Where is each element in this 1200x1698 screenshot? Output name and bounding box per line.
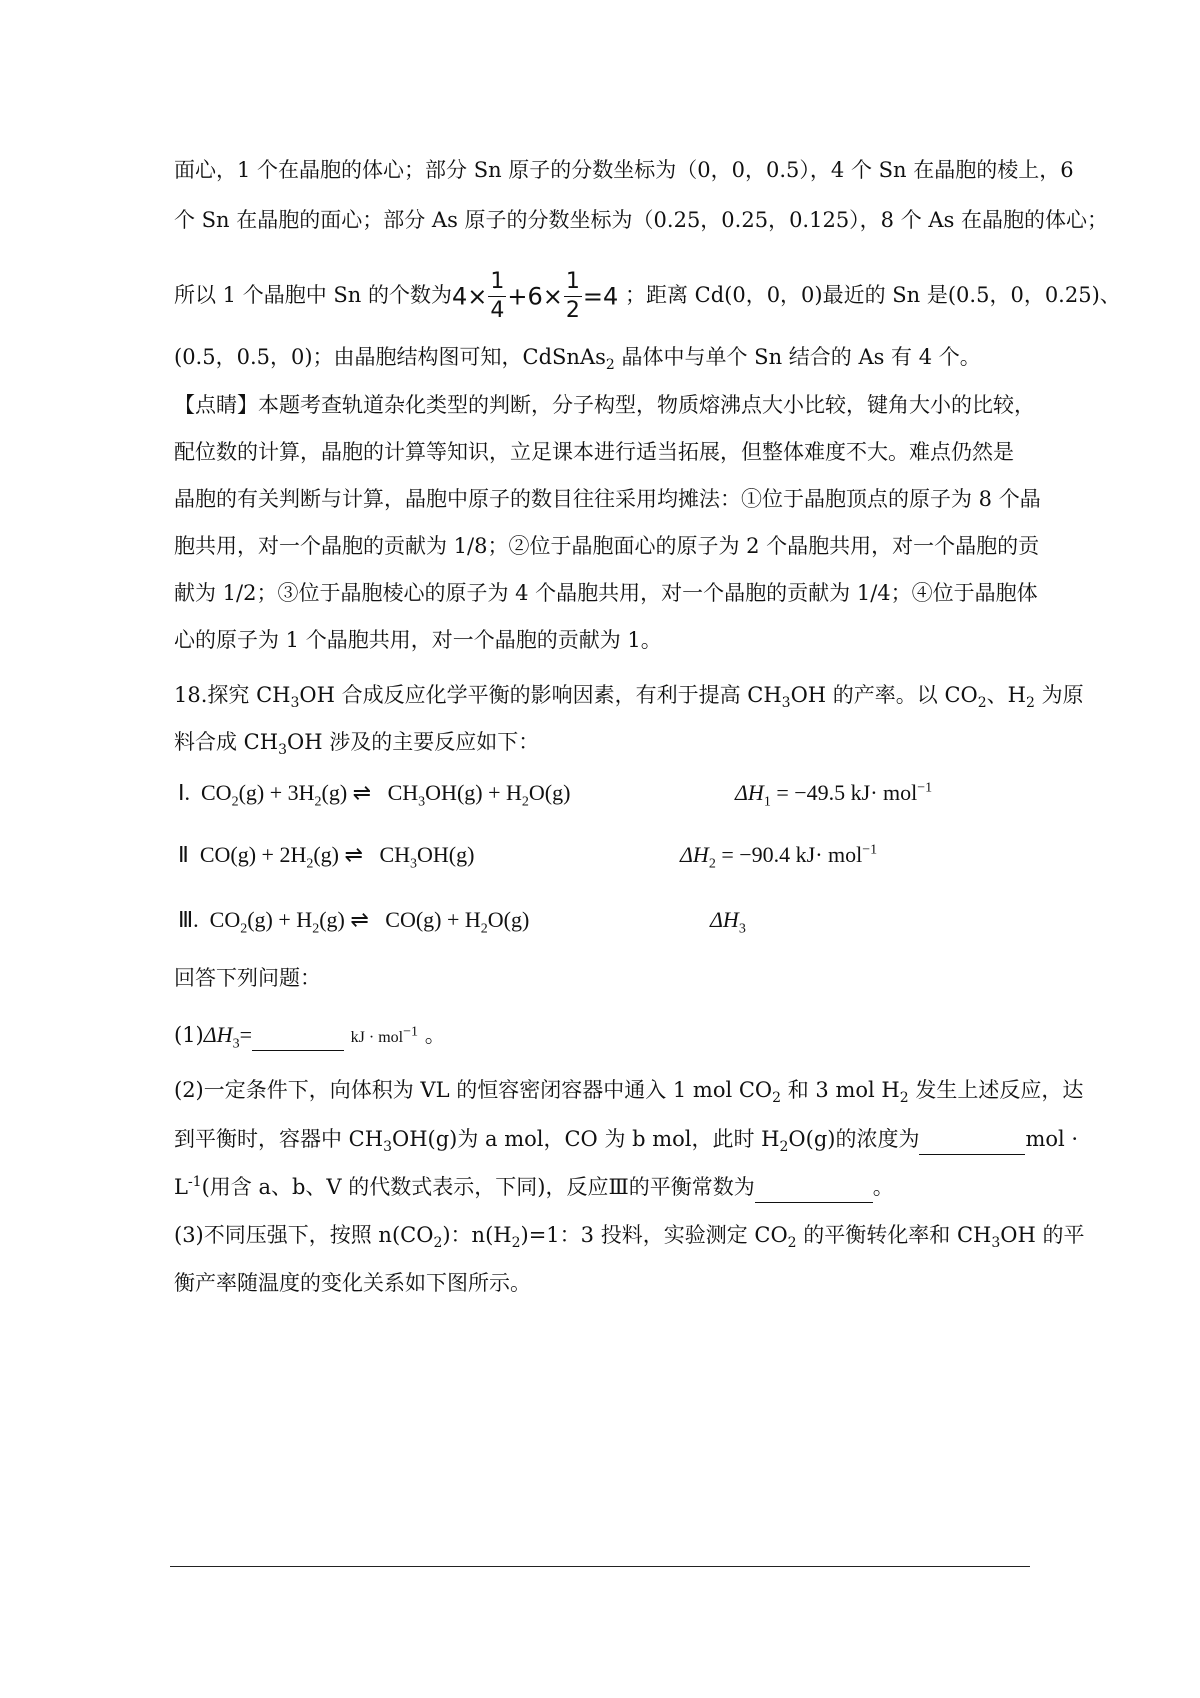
equilibrium-arrow-icon: ⇌ (350, 907, 369, 932)
part-3-line: (3)不同压强下，按照 $n(CO_2)$：$n(H_2)=1$：3 投料，实验测定 $CO_2$ 的平衡转化率和 $CH_3OH$ 的平 (174, 1223, 1085, 1252)
part-2-line: (2)一定条件下，向体积为 VL 的恒容密闭容器中通入 1 mol $CO_2$ 和 3 mol $H_2$ 发生上述反应，达 (174, 1078, 1084, 1107)
dianjing-line: 晶胞的有关判断与计算，晶胞中原子的数目往往采用均摊法：①位于晶胞顶点的原子为 8 个晶 (174, 487, 1041, 511)
dianjing-line: 献为 1/2；③位于晶胞棱心的原子为 4 个晶胞共用，对一个晶胞的贡献为 1/4；④位于晶胞体 (174, 581, 1038, 605)
dianjing-line: 心的原子为 1 个晶胞共用，对一个晶胞的贡献为 1。 (174, 628, 662, 652)
part-3-line: 衡产率随温度的变化关系如下图所示。 (174, 1271, 531, 1295)
question-18-line: 料合成 $CH_3OH$ 涉及的主要反应如下： (174, 730, 540, 759)
footer-divider (170, 1566, 1030, 1567)
text-line: (0.5，0.5，0)；由晶胞结构图可知，CdSnAs$_2$ 晶体中与单个 Sn 结合的 As 有 4 个。 (174, 345, 981, 374)
answer-blank[interactable] (919, 1124, 1025, 1155)
reaction-1: Ⅰ. $CO_2(g) + 3H_2(g)$ ⇌ $CH_3OH(g) + H_2O(g)$ (178, 780, 571, 810)
reaction-2: Ⅱ $CO(g) + 2H_2(g)$ ⇌ $CH_3OH(g)$ (178, 842, 475, 872)
part-2-line: $L^{-1}$(用含 a、b、V 的代数式表示，下同)，反应Ⅲ的平衡常数为 。 (174, 1172, 894, 1203)
text-line-with-formula: 所以 1 个晶胞中 Sn 的个数为4× $\frac{1}{4}$ +6× $\frac{1}{2}$ =4 ；距离 Cd(0，0，0)最近的 Sn 是(0.5，0，0.25)、 (174, 269, 1121, 323)
dianjing-line: 胞共用，对一个晶胞的贡献为 1/8；②位于晶胞面心的原子为 2 个晶胞共用，对一个晶胞的贡 (174, 534, 1040, 558)
answer-blank[interactable] (755, 1172, 873, 1203)
reaction-1-enthalpy: $\Delta H_1 = -49.5$ kJ· mol$^{-1}$ (735, 780, 933, 810)
fraction: $\frac{1}{2}$ (565, 269, 580, 323)
answer-intro: 回答下列问题： (174, 966, 321, 990)
question-18-line: 18.探究 $CH_3OH$ 合成反应化学平衡的影响因素，有利于提高 $CH_3OH$ 的产率。以 $CO_2$、$H_2$ 为原 (174, 683, 1084, 712)
reaction-3-enthalpy: $\Delta H_3$ (710, 907, 746, 937)
text-line: 个 Sn 在晶胞的面心；部分 As 原子的分数坐标为（0.25，0.25，0.125），8 个 As 在晶胞的体心； (174, 208, 1109, 232)
part-2-line: 到平衡时，容器中 $CH_3OH(g)$为 a mol，CO 为 b mol，此时 $H_2O(g)$的浓度为 mol · (174, 1124, 1078, 1155)
dianjing-line: 配位数的计算，晶胞的计算等知识，立足课本进行适当拓展，但整体难度不大。难点仍然是 (174, 440, 1014, 464)
answer-blank[interactable] (252, 1020, 344, 1051)
reaction-2-enthalpy: $\Delta H_2 = -90.4$ kJ· mol$^{-1}$ (680, 842, 878, 872)
equilibrium-arrow-icon: ⇌ (344, 842, 363, 867)
part-1: $(1)\Delta H_3=$ kJ · mol$^{-1}$ 。 (174, 1022, 446, 1052)
equilibrium-arrow-icon: ⇌ (352, 780, 372, 805)
dianjing-line: 【点睛】本题考查轨道杂化类型的判断，分子构型，物质熔沸点大小比较，键角大小的比较， (174, 393, 1035, 417)
text-line: 面心，1 个在晶胞的体心；部分 Sn 原子的分数坐标为（0，0，0.5），4 个 Sn 在晶胞的棱上，6 (174, 158, 1074, 182)
reaction-3: Ⅲ. $CO_2(g) + H_2(g)$ ⇌ $CO(g) + H_2O(g)$ (178, 907, 530, 937)
fraction: $\frac{1}{4}$ (490, 269, 505, 323)
